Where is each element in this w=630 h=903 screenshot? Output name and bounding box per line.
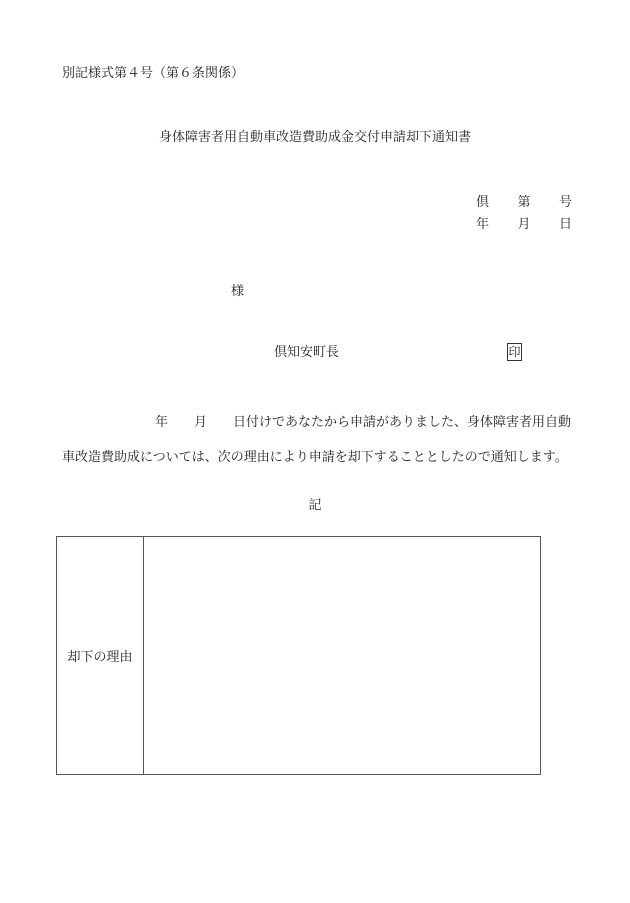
- date-year: 年: [476, 217, 490, 232]
- reason-label: 却下の理由: [67, 650, 133, 665]
- ref-dai: 第: [517, 195, 531, 210]
- body-text-line-1: 年 月 日付けであなたから申請がありました、身体障害者用自動: [155, 415, 572, 430]
- date-month: 月: [517, 217, 531, 232]
- document-title: 身体障害者用自動車改造費助成金交付申請却下通知書: [158, 130, 471, 145]
- body-text-line-2: 車改造費助成については、次の理由により申請を却下することとしたので通知します。: [62, 450, 568, 465]
- reference-number: [476, 196, 572, 209]
- seal-mark: 印: [508, 345, 521, 359]
- form-number-label: 別記様式第４号（第６条関係）: [62, 66, 245, 81]
- reason-label-cell: [57, 537, 144, 774]
- reason-value-cell: [144, 537, 540, 774]
- rejection-reason-table: [56, 536, 541, 775]
- ki-heading: 記: [308, 498, 322, 513]
- issue-date: [476, 218, 572, 231]
- ref-prefix: 倶: [476, 195, 490, 210]
- addressee-honorific: 様: [231, 284, 245, 299]
- date-day: 日: [558, 217, 572, 232]
- issuer-name: 倶知安町長: [274, 345, 340, 360]
- ref-go: 号: [558, 195, 572, 210]
